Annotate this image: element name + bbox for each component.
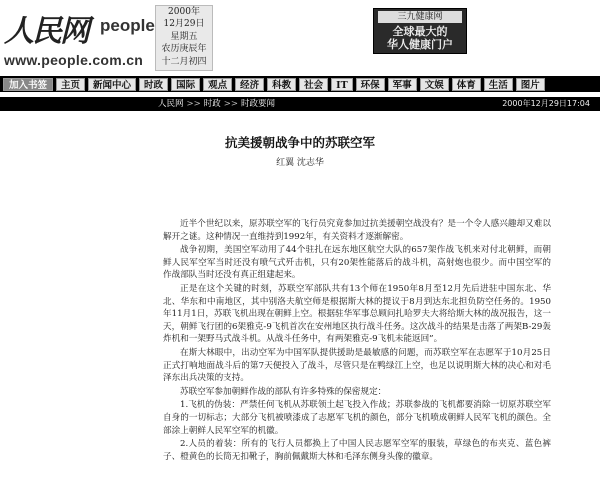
breadcrumb-home[interactable]: 人民网 bbox=[158, 99, 184, 109]
nav-society[interactable]: 社会 bbox=[299, 78, 328, 91]
breadcrumb-bar bbox=[0, 97, 600, 111]
site-header bbox=[0, 0, 600, 74]
article-body bbox=[163, 218, 551, 463]
logo-chinese: 人民网 bbox=[4, 14, 88, 49]
date-year: 2000年 bbox=[168, 7, 200, 17]
date-month-day: 12月29日 bbox=[163, 19, 205, 30]
main-nav bbox=[0, 76, 600, 92]
nav-sports[interactable]: 体育 bbox=[452, 78, 481, 91]
date-lunar-year: 农历庚辰年 bbox=[161, 44, 207, 55]
site-logo[interactable] bbox=[4, 6, 154, 50]
nav-bookmark[interactable]: 加入书签 bbox=[3, 78, 53, 91]
date-box bbox=[155, 5, 213, 71]
nav-economy[interactable]: 经济 bbox=[235, 78, 264, 91]
nav-pictures[interactable]: 图片 bbox=[516, 78, 545, 91]
nav-entertainment[interactable]: 文娱 bbox=[420, 78, 449, 91]
article-paragraph: 2.人员的着装：所有的飞行人员都换上了中国人民志愿军空军的服装，草绿色的布夹克、蓝色裤子、橙黄色的长筒无扣靴子，胸前佩戴斯大林和毛泽东侧身头像的徽章。 bbox=[163, 439, 551, 462]
banner-ad[interactable] bbox=[373, 8, 467, 54]
article-paragraph: 苏联空军参加朝鲜作战的部队有许多特殊的保密规定： bbox=[180, 386, 387, 397]
ad-site-name: 三九健康网 bbox=[378, 11, 462, 23]
breadcrumb-separator: >> bbox=[223, 99, 239, 109]
article-paragraph: 正是在这个关键的时刻，苏联空军部队共有13个师在1950年8月至12月先后进驻中国东北、华北、华东和中南地区，其中别洛夫航空师是根据斯大林的提议于8月到达东北担负防空任务的。1950年11月1日，苏联飞机出现在朝鲜上空。根据驻华军事总顾问扎哈罗夫大将给斯大林的战况报告，这一天，朝鲜飞行团的6架雅克-9飞机首次在安州地区执行战斗任务。这次战斗的结果是击落了两架B-29轰炸机和一架野马式战斗机。从战斗任务中，有两架雅克-9飞机未能返回”。 bbox=[163, 283, 551, 345]
breadcrumb bbox=[158, 97, 275, 111]
article-paragraph: 近半个世纪以来，原苏联空军的飞行员究竟参加过抗美援朝空战没有？是一个令人感兴趣却又难以解开之谜。这种情况一直维持到1992年，有关资料才逐渐解密。 bbox=[163, 219, 551, 242]
nav-science-education[interactable]: 科教 bbox=[267, 78, 296, 91]
nav-life[interactable]: 生活 bbox=[484, 78, 513, 91]
article-paragraph: 1.飞机的伪装：严禁任何飞机从苏联领土起飞投入作战；苏联参战的飞机都要消除一切原苏联空军自身的一切标志；大部分飞机被喷漆成了志愿军飞机的颜色，部分飞机喷成朝鲜人民军飞机的颜色。全部涂上朝鲜人民军空军的机徽。 bbox=[163, 400, 551, 436]
nav-opinion[interactable]: 观点 bbox=[203, 78, 232, 91]
nav-military[interactable]: 军事 bbox=[388, 78, 417, 91]
article-paragraph: 战争初期，美国空军动用了44个驻扎在远东地区航空大队的657架作战飞机来对付北朝鲜，而朝鲜人民军空军当时还没有喷气式歼击机，只有20架性能落后的战斗机，高射炮也很少。而中国空军的作战部队当时还没有真正组建起来。 bbox=[163, 245, 551, 281]
article-datetime: 2000年12月29日17:04 bbox=[502, 99, 590, 108]
breadcrumb-politics-news[interactable]: 时政要闻 bbox=[241, 99, 276, 109]
breadcrumb-separator: >> bbox=[186, 99, 201, 109]
article-title: 抗美援朝战争中的苏联空军 bbox=[224, 135, 375, 150]
ad-slogan-line2: 华人健康门户 bbox=[387, 38, 453, 51]
nav-international[interactable]: 国际 bbox=[171, 78, 200, 91]
nav-environment[interactable]: 环保 bbox=[356, 78, 385, 91]
nav-politics[interactable]: 时政 bbox=[139, 78, 168, 91]
article-paragraph: 在斯大林眼中，出动空军为中国军队提供援助是最敏感的问题，而苏联空军在志愿军于10月25日正式打响地面战斗后的第7天便投入了战斗，尽管只是在鸭绿江上空，也足以说明斯大林的决心和对毛泽东出兵决策的支持。 bbox=[163, 347, 551, 384]
site-url: www.people.com.cn bbox=[4, 52, 144, 68]
nav-it[interactable]: IT bbox=[331, 78, 353, 91]
breadcrumb-politics[interactable]: 时政 bbox=[203, 99, 221, 109]
article-authors: 红翼 沈志华 bbox=[276, 158, 324, 168]
nav-news-center[interactable]: 新闻中心 bbox=[88, 78, 136, 91]
nav-home[interactable]: 主页 bbox=[56, 78, 85, 91]
logo-english: people bbox=[100, 16, 155, 35]
date-weekday: 星期五 bbox=[170, 31, 198, 42]
ad-slogan-line1: 全球最大的 bbox=[392, 25, 448, 38]
date-lunar-day: 十二月初四 bbox=[161, 56, 207, 67]
